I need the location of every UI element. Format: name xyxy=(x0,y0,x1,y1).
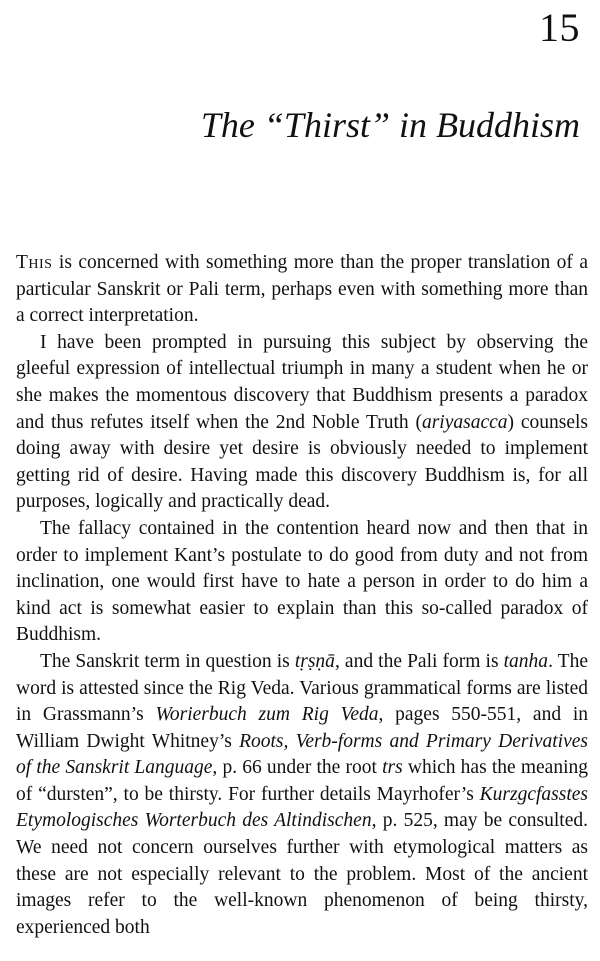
paragraph-2-text-2: ) counsels doing away with desire yet desire is obviously needed to implement getting rid of desire. Having made this discovery Buddhism is, for all purposes, logically and practically dead. xyxy=(16,411,588,513)
paragraph-4-italic-4: Roots, Verb-forms and Primary Derivatives of the Sanskrit Language xyxy=(16,730,588,779)
paragraph-1-text: is concerned with something more than the proper translation of a particular Sanskrit or Pali term, perhaps even with something more than a correct interpretation. xyxy=(16,252,588,327)
chapter-number: 15 xyxy=(539,5,580,50)
paragraph-4-text-2: , and the Pali form is xyxy=(334,650,504,672)
paragraph-4-text-7: , p. 525, may be consulted. We need not concern ourselves further with etymological matters as these are not especially relevant to the problem. Most of the ancient images refer to the well-known phenomenon of being thirsty, experienced both xyxy=(16,810,588,938)
paragraph-2-italic-1: ariyasacca xyxy=(421,411,508,433)
paragraph-2-text-1: I have been prompted in pursuing this subject by observing the gleeful expression of intellectual triumph in many a student when he or she makes the momentous discovery that Buddhism presents a paradox and thus refutes itself when the 2nd Noble Truth ( xyxy=(16,331,588,433)
paragraph-4-text-4: , pages 550-551, and in William Dwight Whitney’s xyxy=(16,704,589,752)
paragraph-4-italic-6: Kurzgcfasstes Etymologisches Worterbuch des Altindischen xyxy=(16,783,588,832)
paragraph-2 xyxy=(16,330,588,516)
paragraph-4-italic-5: trs xyxy=(382,757,403,779)
body-text xyxy=(16,250,588,941)
paragraph-3-text: The fallacy contained in the contention heard now and then that in order to implement Kant’s postulate to do good from duty and not from inclination, one would first have to hate a person in order to do him a kind act is somewhat easier to explain than this so-called paradox of Buddhism. xyxy=(16,517,588,646)
paragraph-4 xyxy=(16,649,588,942)
paragraph-4-text-6: which has the meaning of “dursten”, to be thirsty. For further details Mayrhofer’s xyxy=(16,757,588,805)
paragraph-lead-word: This xyxy=(16,252,53,273)
paragraph-4-text-1: The Sanskrit term in question is xyxy=(40,650,295,672)
paragraph-4-text-3: . The word is attested since the Rig Veda. Various grammatical forms are listed in Grassmann’s xyxy=(16,650,589,726)
paragraph-1 xyxy=(16,250,588,330)
chapter-title: The “Thirst” in Buddhism xyxy=(200,105,580,145)
paragraph-4-italic-1: tṛṣṇā xyxy=(294,650,335,672)
paragraph-4-italic-2: tanha xyxy=(503,650,549,672)
paragraph-3 xyxy=(16,516,588,649)
paragraph-4-text-5: , p. 66 under the root xyxy=(212,757,383,779)
paragraph-4-italic-3: Worierbuch zum Rig Veda xyxy=(155,704,379,726)
